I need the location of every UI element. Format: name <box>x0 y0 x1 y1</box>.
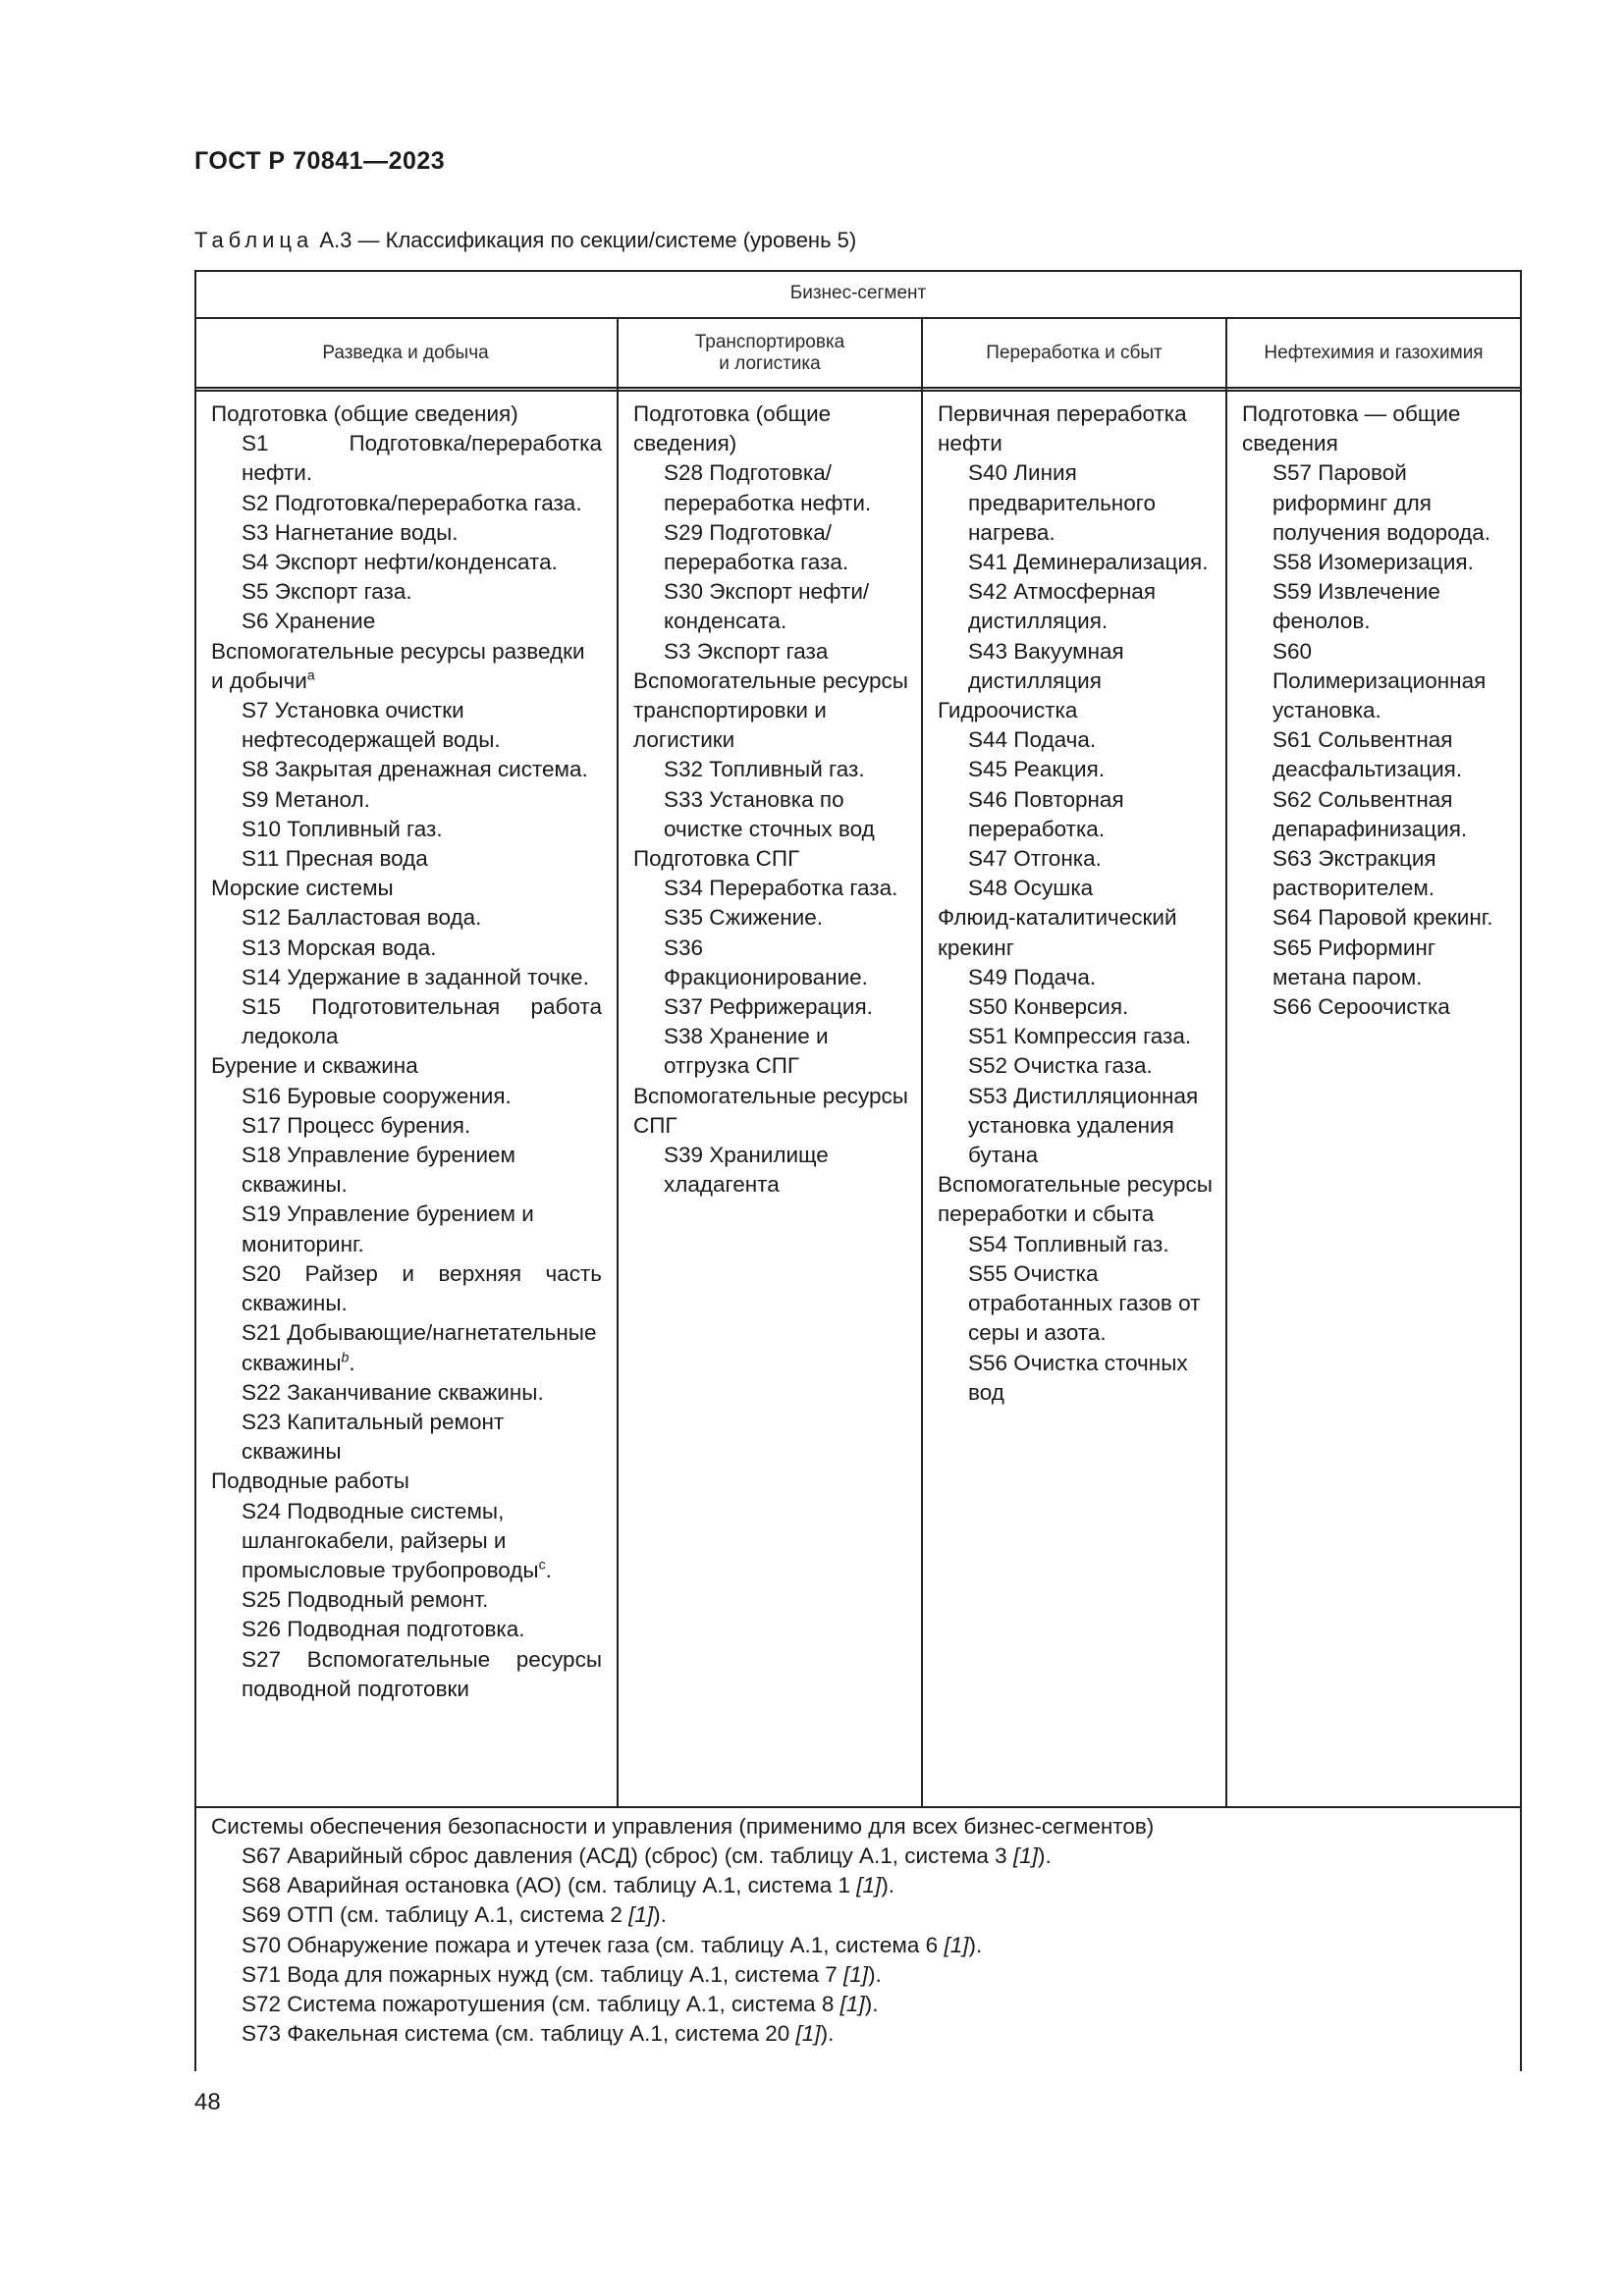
page-number: 48 <box>194 2089 221 2115</box>
category-heading: Вспомогательные ресурсы СПГ <box>633 1083 908 1138</box>
list-item: S58 Изомеризация. <box>1272 550 1474 575</box>
reference: [1] <box>839 1992 865 2017</box>
list-item: S68 Аварийная остановка (АО) (см. таблицу А.1, система 1 [1]). <box>242 1873 895 1898</box>
caption-prefix: Таблица <box>194 228 314 252</box>
category-heading: Вспомогательные ресурсы транспортировки и логистики <box>633 667 908 753</box>
list-item: S9 Метанол. <box>242 786 370 812</box>
reference: [1] <box>628 1902 654 1928</box>
category-heading: Гидроочистка <box>938 698 1078 723</box>
list-item: S47 Отгонка. <box>968 846 1102 872</box>
list-item: S2 Подготовка/переработка газа. <box>242 490 582 515</box>
list-item: S21 Добывающие/нагнетательные скважины$^b$. <box>242 1320 597 1375</box>
column-header-refining: Переработка и сбыт <box>986 342 1163 363</box>
list-item: S3 Нагнетание воды. <box>242 519 459 545</box>
list-item: S29 Подготовка/переработка газа. <box>664 519 849 575</box>
list-item: S25 Подводный ремонт. <box>242 1587 489 1613</box>
list-item: S54 Топливный газ. <box>968 1231 1169 1256</box>
category-heading: Вспомогательные ресурсы разведки и добычи$^a$ <box>211 638 585 693</box>
list-item: S38 Хранение и отгрузка СПГ <box>664 1024 829 1079</box>
list-item: S41 Деминерализация. <box>968 550 1209 575</box>
business-segment-header: Бизнес-сегмент <box>789 283 927 303</box>
list-item: S48 Осушка <box>968 876 1094 901</box>
list-item: S20 Райзер и верхняя часть скважины. <box>242 1260 602 1316</box>
list-item: S27 Вспомогательные ресурсы подводной подготовки <box>242 1646 602 1701</box>
list-item: S37 Рефрижерация. <box>664 994 873 1020</box>
list-item: S72 Система пожаротушения (см. таблицу А.1, система 8 [1]). <box>242 1992 879 2017</box>
list-item: S19 Управление бурением и мониторинг. <box>242 1201 534 1256</box>
list-item: S8 Закрытая дренажная система. <box>242 757 588 782</box>
list-item: S26 Подводная подготовка. <box>242 1617 525 1642</box>
list-item: S4 Экспорт нефти/конденсата. <box>242 550 558 575</box>
list-item: S32 Топливный газ. <box>664 757 865 782</box>
list-item: S55 Очистка отработанных газов от серы и азота. <box>968 1260 1201 1346</box>
list-item: S36 Фракционирование. <box>664 934 868 989</box>
category-heading: Подготовка (общие сведения) <box>633 401 832 456</box>
list-item: S5 Экспорт газа. <box>242 579 412 605</box>
category-heading: Подводные работы <box>211 1468 409 1494</box>
reference: [1] <box>843 1961 869 1987</box>
column-header-exploration: Разведка и добыча <box>322 342 489 363</box>
list-item: S69 ОТП (см. таблицу А.1, система 2 [1]). <box>242 1902 667 1928</box>
footnote-marker: a <box>306 667 315 683</box>
category-heading: Бурение и скважина <box>211 1053 418 1079</box>
list-item: S24 Подводные системы, шлангокабели, райзеры и промысловые трубопроводы$^c$. <box>242 1498 552 1582</box>
reference: [1] <box>944 1932 969 1957</box>
footnote-marker: b <box>341 1349 350 1364</box>
list-item: S57 Паровой риформинг для получения водорода. <box>1272 460 1491 545</box>
list-item: S53 Дистилляционная установка удаления бутана <box>968 1083 1199 1168</box>
list-item: S51 Компрессия газа. <box>968 1024 1192 1049</box>
column-header-petrochemistry: Нефтехимия и газохимия <box>1264 342 1484 363</box>
column-petrochemistry-content <box>1242 400 1509 1022</box>
list-item: S63 Экстракция растворителем. <box>1272 846 1436 901</box>
list-item: S7 Установка очистки нефтесодержащей воды. <box>242 698 501 753</box>
list-item: S71 Вода для пожарных нужд (см. таблицу А.1, система 7 [1]). <box>242 1961 882 1987</box>
list-item: S12 Балластовая вода. <box>242 905 482 931</box>
list-item: S59 Извлечение фенолов. <box>1272 579 1440 634</box>
column-refining-content <box>938 400 1213 1408</box>
safety-systems-heading: Системы обеспечения безопасности и управления (применимо для всех бизнес-сегментов) <box>211 1814 1155 1839</box>
list-item: S15 Подготовительная работа ледокола <box>242 994 602 1049</box>
list-item: S23 Капитальный ремонт скважины <box>242 1409 505 1465</box>
list-item: S42 Атмосферная дистилляция. <box>968 579 1156 634</box>
category-heading: Подготовка (общие сведения) <box>211 401 518 426</box>
list-item: S6 Хранение <box>242 609 376 634</box>
list-item: S16 Буровые сооружения. <box>242 1083 512 1108</box>
list-item: S73 Факельная система (см. таблицу А.1, система 20 [1]). <box>242 2021 835 2047</box>
list-item: S10 Топливный газ. <box>242 816 443 841</box>
safety-systems-list <box>242 1842 1508 2049</box>
list-item: S60 Полимеризационная установка. <box>1272 638 1487 723</box>
list-item: S70 Обнаружение пожара и утечек газа (см. таблицу А.1, система 6 [1]). <box>242 1932 983 1957</box>
list-item: S65 Риформинг метана паром. <box>1272 934 1436 989</box>
list-item: S30 Экспорт нефти/конденсата. <box>664 579 870 634</box>
list-item: S45 Реакция. <box>968 757 1106 782</box>
category-heading: Подготовка — общие сведения <box>1242 401 1461 456</box>
classification-table <box>194 270 1522 2071</box>
column-exploration-content <box>211 400 602 1704</box>
reference: [1] <box>1012 1843 1038 1868</box>
list-item: S13 Морская вода. <box>242 934 437 960</box>
footnote-marker: c <box>538 1556 546 1573</box>
list-item: S67 Аварийный сброс давления (АСД) (сброс) (см. таблицу А.1, система 3 [1]). <box>242 1843 1052 1868</box>
list-item: S64 Паровой крекинг. <box>1272 905 1493 931</box>
column-header-transport: Транспортировка и логистика <box>694 331 845 374</box>
list-item: S1 Подготовка/переработка нефти. <box>242 431 602 486</box>
list-item: S46 Повторная переработка. <box>968 786 1124 841</box>
table-caption <box>194 228 856 253</box>
list-item: S49 Подача. <box>968 964 1097 989</box>
category-heading: Подготовка СПГ <box>633 846 800 872</box>
list-item: S34 Переработка газа. <box>664 876 898 901</box>
category-heading: Первичная переработка нефти <box>938 401 1187 456</box>
list-item: S33 Установка по очистке сточных вод <box>664 786 875 841</box>
category-heading: Вспомогательные ресурсы переработки и сбыта <box>938 1172 1213 1227</box>
list-item: S66 Сероочистка <box>1272 994 1450 1020</box>
column-transport-content <box>633 400 908 1200</box>
list-item: S39 Хранилище хладагента <box>664 1143 829 1198</box>
list-item: S50 Конверсия. <box>968 994 1129 1020</box>
category-heading: Флюид-каталитический крекинг <box>938 905 1177 960</box>
caption-text: А.3 — Классификация по секции/системе (уровень 5) <box>319 228 857 252</box>
list-item: S40 Линия предварительного нагрева. <box>968 460 1156 545</box>
list-item: S28 Подготовка/переработка нефти. <box>664 460 872 515</box>
reference: [1] <box>795 2021 821 2047</box>
list-item: S56 Очистка сточных вод <box>968 1350 1188 1405</box>
reference: [1] <box>856 1873 882 1898</box>
list-item: S44 Подача. <box>968 727 1097 753</box>
list-item: S3 Экспорт газа <box>664 638 829 664</box>
list-item: S17 Процесс бурения. <box>242 1112 471 1138</box>
category-heading: Морские системы <box>211 876 394 901</box>
list-item: S11 Пресная вода <box>242 846 428 872</box>
document-code: ГОСТ Р 70841—2023 <box>194 147 446 175</box>
list-item: S43 Вакуумная дистилляция <box>968 638 1124 693</box>
list-item: S61 Сольвентная деасфальтизация. <box>1272 727 1463 782</box>
list-item: S35 Сжижение. <box>664 905 823 931</box>
list-item: S14 Удержание в заданной точке. <box>242 964 589 989</box>
list-item: S22 Заканчивание скважины. <box>242 1379 544 1405</box>
list-item: S62 Сольвентная депарафинизация. <box>1272 786 1468 841</box>
list-item: S52 Очистка газа. <box>968 1053 1153 1079</box>
list-item: S18 Управление бурением скважины. <box>242 1143 516 1198</box>
